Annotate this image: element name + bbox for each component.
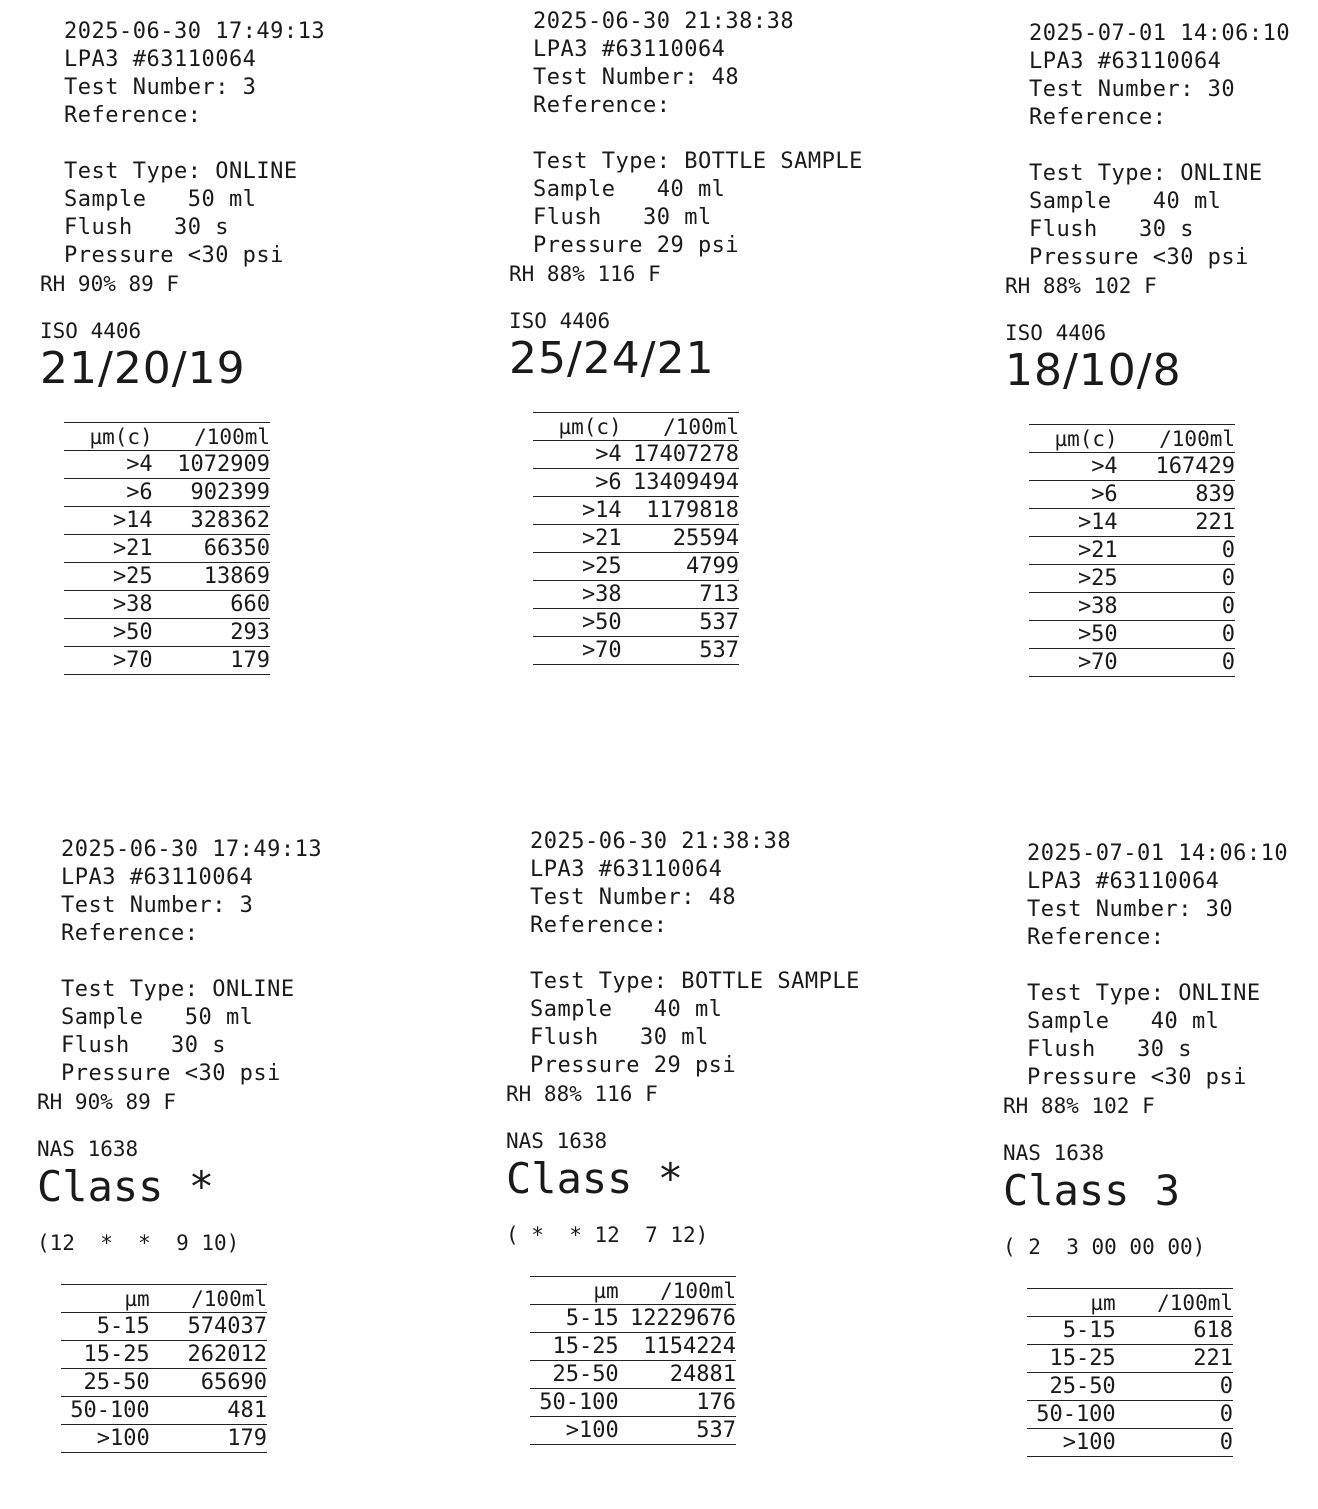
pressure: Pressure <30 psi [64,243,284,268]
printout-nas-test-48 [506,828,860,1445]
particle-size: 50-100 [61,1397,154,1425]
particle-size: 15-25 [1027,1345,1120,1373]
particle-count: 902399 [157,479,270,507]
particle-count: 0 [1122,649,1235,677]
iso-code: 18/10/8 [1005,345,1182,396]
particle-count: 537 [626,637,739,665]
particle-size: 15-25 [61,1341,154,1369]
particle-size: >100 [1027,1429,1120,1457]
table-row [1027,1345,1233,1373]
table-row [533,497,739,525]
particle-count: 537 [623,1417,736,1445]
column-header-size: µm(c) [64,423,157,451]
particle-count: 221 [1120,1345,1233,1373]
table-row [533,469,739,497]
column-header-count: /100ml [623,1277,736,1305]
standard-label: ISO 4406 [40,319,142,343]
particle-size: >38 [1029,593,1122,621]
table-row [530,1389,736,1417]
column-header-count: /100ml [1120,1289,1233,1317]
humidity-temp: RH 90% 89 F [37,1090,177,1114]
particle-size: >21 [64,535,157,563]
test-type: Test Type: ONLINE [64,159,298,184]
particle-size: >21 [533,525,626,553]
column-header-count: /100ml [154,1285,267,1313]
table-row [1029,593,1235,621]
printout-iso-test-3 [40,18,340,675]
humidity-temp: RH 88% 102 F [1005,274,1157,298]
particle-count-table [61,1284,267,1453]
test-number: Test Number: 30 [1027,897,1234,922]
timestamp: 2025-06-30 21:38:38 [530,829,792,854]
column-header-size: µm [61,1285,154,1313]
standard-label: NAS 1638 [506,1129,608,1153]
printout-nas-test-30 [1003,840,1303,1457]
sample-volume: Sample 40 ml [530,997,723,1022]
standard-label: NAS 1638 [1003,1141,1105,1165]
table-row [61,1425,267,1453]
particle-count: 293 [157,619,270,647]
particle-count-table [533,412,739,665]
pressure: Pressure 29 psi [530,1053,737,1078]
humidity-temp: RH 90% 89 F [40,272,180,296]
particle-count: 328362 [157,507,270,535]
particle-count: 481 [154,1397,267,1425]
table-header [530,1277,736,1305]
particle-count: 0 [1122,593,1235,621]
flush: Flush 30 s [1029,217,1194,242]
particle-size: >70 [64,647,157,675]
reference: Reference: [530,913,668,938]
table-row [533,441,739,469]
test-type: Test Type: ONLINE [61,977,295,1002]
flush: Flush 30 s [61,1033,226,1058]
table-row [64,451,270,479]
timestamp: 2025-07-01 14:06:10 [1027,841,1289,866]
sample-volume: Sample 50 ml [64,187,257,212]
humidity-temp: RH 88% 102 F [1003,1094,1155,1118]
particle-size: >4 [64,451,157,479]
particle-count: 1154224 [623,1333,736,1361]
particle-size: >14 [1029,509,1122,537]
table-header [533,413,739,441]
particle-count: 12229676 [623,1305,736,1333]
reference: Reference: [533,93,671,118]
flush: Flush 30 s [1027,1037,1192,1062]
particle-size: >14 [533,497,626,525]
test-type: Test Type: ONLINE [1029,161,1263,186]
device-id: LPA3 #63110064 [1027,869,1220,894]
nas-class-codes: ( * * 12 7 12) [506,1223,709,1247]
table-row [1027,1401,1233,1429]
pressure: Pressure <30 psi [1029,245,1249,270]
particle-count-table [530,1276,736,1445]
device-id: LPA3 #63110064 [530,857,723,882]
nas-class: Class * [506,1154,684,1203]
pressure: Pressure <30 psi [1027,1065,1247,1090]
particle-count: 618 [1120,1317,1233,1345]
particle-count: 1179818 [626,497,739,525]
flush: Flush 30 s [64,215,229,240]
printout-nas-test-3 [37,836,337,1453]
timestamp: 2025-06-30 17:49:13 [64,19,326,44]
pressure: Pressure <30 psi [61,1061,281,1086]
particle-count: 4799 [626,553,739,581]
particle-count: 0 [1120,1401,1233,1429]
particle-size: >25 [1029,565,1122,593]
table-row [533,581,739,609]
test-type: Test Type: ONLINE [1027,981,1261,1006]
sample-volume: Sample 40 ml [1029,189,1222,214]
iso-code: 25/24/21 [509,333,715,384]
particle-count: 13409494 [626,469,739,497]
particle-size: 15-25 [530,1333,623,1361]
particle-count: 25594 [626,525,739,553]
particle-count: 574037 [154,1313,267,1341]
particle-size: >14 [64,507,157,535]
humidity-temp: RH 88% 116 F [509,262,661,286]
particle-count: 713 [626,581,739,609]
device-id: LPA3 #63110064 [533,37,726,62]
sample-volume: Sample 40 ml [1027,1009,1220,1034]
iso-code: 21/20/19 [40,343,246,394]
particle-size: >50 [533,609,626,637]
particle-count-table [64,422,270,675]
particle-size: >6 [64,479,157,507]
table-row [530,1361,736,1389]
nas-class-codes: (12 * * 9 10) [37,1231,240,1255]
table-header [1029,425,1235,453]
particle-count: 0 [1122,621,1235,649]
nas-class: Class * [37,1162,215,1211]
particle-size: >50 [64,619,157,647]
pressure: Pressure 29 psi [533,233,740,258]
reference: Reference: [1027,925,1165,950]
reference: Reference: [61,921,199,946]
standard-label: ISO 4406 [1005,321,1107,345]
printout-iso-test-30 [1005,20,1305,677]
particle-count: 17407278 [626,441,739,469]
nas-class: Class 3 [1003,1166,1181,1215]
reference: Reference: [64,103,202,128]
table-row [64,479,270,507]
timestamp: 2025-07-01 14:06:10 [1029,21,1291,46]
particle-size: >6 [533,469,626,497]
particle-size: >6 [1029,481,1122,509]
table-row [1027,1317,1233,1345]
column-header-size: µm [1027,1289,1120,1317]
particle-count: 179 [157,647,270,675]
flush: Flush 30 ml [533,205,712,230]
table-row [64,619,270,647]
particle-size: >38 [533,581,626,609]
table-row [533,609,739,637]
particle-count: 221 [1122,509,1235,537]
table-row [1029,481,1235,509]
table-row [61,1313,267,1341]
table-row [64,563,270,591]
particle-size: >70 [1029,649,1122,677]
test-number: Test Number: 3 [61,893,254,918]
particle-count: 65690 [154,1369,267,1397]
particle-count: 176 [623,1389,736,1417]
particle-size: 50-100 [1027,1401,1120,1429]
test-type: Test Type: BOTTLE SAMPLE [533,149,863,174]
reference: Reference: [1029,105,1167,130]
particle-count: 1072909 [157,451,270,479]
particle-size: 5-15 [530,1305,623,1333]
table-header [1027,1289,1233,1317]
table-row [530,1417,736,1445]
particle-count-table [1029,424,1235,677]
standard-label: NAS 1638 [37,1137,139,1161]
table-row [64,507,270,535]
table-row [64,535,270,563]
flush: Flush 30 ml [530,1025,709,1050]
column-header-size: µm(c) [1029,425,1122,453]
device-id: LPA3 #63110064 [1029,49,1222,74]
column-header-size: µm [530,1277,623,1305]
particle-size: >4 [533,441,626,469]
test-number: Test Number: 3 [64,75,257,100]
particle-size: >38 [64,591,157,619]
printout-iso-test-48 [509,8,863,665]
table-row [1029,621,1235,649]
table-row [533,525,739,553]
particle-count: 179 [154,1425,267,1453]
particle-size: >4 [1029,453,1122,481]
column-header-count: /100ml [626,413,739,441]
test-type: Test Type: BOTTLE SAMPLE [530,969,860,994]
table-row [61,1341,267,1369]
table-row [1027,1429,1233,1457]
device-id: LPA3 #63110064 [64,47,257,72]
particle-size: 25-50 [530,1361,623,1389]
table-row [530,1305,736,1333]
humidity-temp: RH 88% 116 F [506,1082,658,1106]
device-id: LPA3 #63110064 [61,865,254,890]
table-header [61,1285,267,1313]
particle-size: 5-15 [61,1313,154,1341]
timestamp: 2025-06-30 17:49:13 [61,837,323,862]
table-row [533,637,739,665]
particle-count: 0 [1120,1373,1233,1401]
table-row [1029,565,1235,593]
particle-count-table [1027,1288,1233,1457]
particle-count: 0 [1120,1429,1233,1457]
test-number: Test Number: 48 [533,65,740,90]
particle-size: >25 [533,553,626,581]
particle-count: 262012 [154,1341,267,1369]
particle-size: >25 [64,563,157,591]
column-header-size: µm(c) [533,413,626,441]
table-row [61,1397,267,1425]
particle-size: 25-50 [1027,1373,1120,1401]
standard-label: ISO 4406 [509,309,611,333]
timestamp: 2025-06-30 21:38:38 [533,9,795,34]
nas-class-codes: ( 2 3 00 00 00) [1003,1235,1206,1259]
particle-count: 66350 [157,535,270,563]
test-number: Test Number: 30 [1029,77,1236,102]
particle-size: >70 [533,637,626,665]
particle-size: 25-50 [61,1369,154,1397]
particle-count: 537 [626,609,739,637]
particle-size: 5-15 [1027,1317,1120,1345]
particle-size: >50 [1029,621,1122,649]
table-row [1027,1373,1233,1401]
test-number: Test Number: 48 [530,885,737,910]
table-row [1029,509,1235,537]
table-row [61,1369,267,1397]
table-row [1029,649,1235,677]
sample-volume: Sample 50 ml [61,1005,254,1030]
table-row [1029,453,1235,481]
table-row [533,553,739,581]
table-header [64,423,270,451]
particle-count: 0 [1122,537,1235,565]
particle-count: 13869 [157,563,270,591]
particle-size: >100 [61,1425,154,1453]
particle-size: 50-100 [530,1389,623,1417]
particle-size: >21 [1029,537,1122,565]
table-row [64,647,270,675]
column-header-count: /100ml [157,423,270,451]
particle-count: 0 [1122,565,1235,593]
particle-count: 839 [1122,481,1235,509]
particle-count: 167429 [1122,453,1235,481]
particle-count: 24881 [623,1361,736,1389]
sample-volume: Sample 40 ml [533,177,726,202]
table-row [64,591,270,619]
table-row [1029,537,1235,565]
particle-size: >100 [530,1417,623,1445]
table-row [530,1333,736,1361]
column-header-count: /100ml [1122,425,1235,453]
particle-count: 660 [157,591,270,619]
